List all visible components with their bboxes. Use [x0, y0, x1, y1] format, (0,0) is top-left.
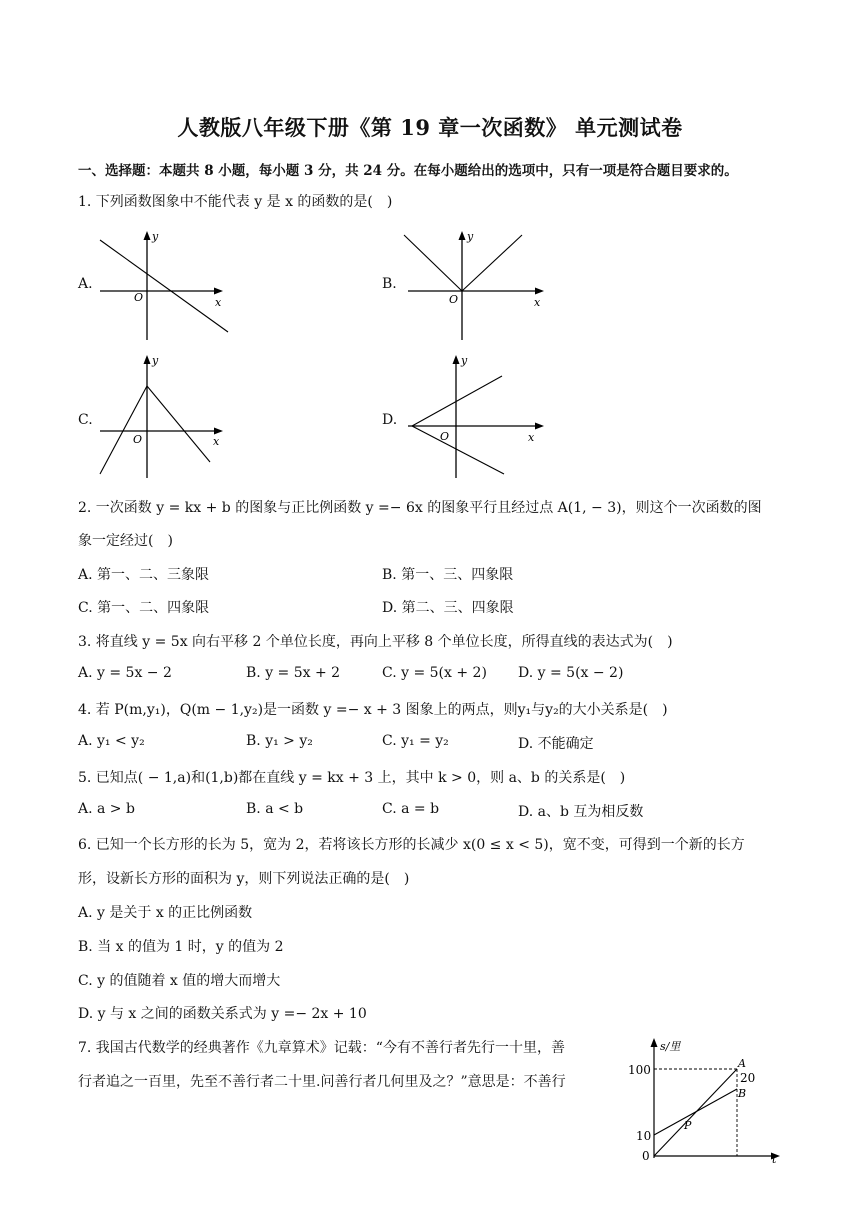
- q4-option-d[interactable]: D. 不能确定: [518, 736, 594, 752]
- q7-point-p-label: P: [684, 1119, 692, 1132]
- q1-option-c-label: C.: [78, 412, 93, 428]
- question-5-stem: 5. 已知点( − 1,a)和(1,b)都在直线 y = kx + 3 上，其中 k > 0，则 a、b 的关系是( ): [78, 770, 626, 786]
- q1b-x-label: x: [534, 296, 541, 309]
- question-3-stem: 3. 将直线 y = 5x 向右平移 2 个单位长度，再向上平移 8 个单位长度，所得直线的表达式为( ): [78, 634, 673, 650]
- q1a-x-label: x: [215, 296, 222, 309]
- q2-option-d[interactable]: D. 第二、三、四象限: [382, 600, 514, 616]
- q1d-y-label: y: [461, 354, 468, 367]
- question-7-stem-line2: 行者追之一百里，先至不善行者二十里.问善行者几何里及之？”意思是：不善行: [78, 1074, 566, 1090]
- q5-option-c[interactable]: C. a = b: [382, 801, 440, 817]
- question-2-stem-line1: 2. 一次函数 y = kx + b 的图象与正比例函数 y =− 6x 的图象平行且经过点 A(1, − 3)，则这个一次函数的图: [78, 500, 762, 516]
- q1b-y-label: y: [467, 230, 474, 243]
- q1a-origin-label: O: [134, 291, 144, 304]
- q1-option-a-label: A.: [78, 276, 93, 292]
- question-7-stem-line1: 7. 我国古代数学的经典著作《九章算术》记载：“今有不善行者先行一十里，善: [78, 1040, 565, 1056]
- q4-option-c[interactable]: C. y₁ = y₂: [382, 733, 449, 749]
- q1-graph-a: [95, 228, 235, 343]
- q1d-x-label: x: [528, 431, 535, 444]
- q7-x-axis-label: t: [772, 1153, 777, 1166]
- q2-option-c[interactable]: C. 第一、二、四象限: [78, 600, 210, 616]
- q7-point-b-label: B: [738, 1087, 747, 1100]
- section-heading: 一、选择题：本题共 8 小题，每小题 3 分，共 24 分。在每小题给出的选项中，只有一项是符合题目要求的。: [78, 163, 738, 179]
- question-1-stem: 1. 下列函数图象中不能代表 y 是 x 的函数的是( ): [78, 194, 393, 210]
- q7-y-axis-label: s/里: [660, 1040, 681, 1053]
- q7-gap-20-label: 20: [740, 1071, 756, 1085]
- q3-option-b[interactable]: B. y = 5x + 2: [246, 665, 341, 681]
- q1a-y-label: y: [152, 230, 159, 243]
- page-title: 人教版八年级下册《第 19 章一次函数》 单元测试卷: [177, 115, 683, 140]
- question-6-stem-line1: 6. 已知一个长方形的长为 5，宽为 2，若将该长方形的长减少 x(0 ≤ x < 5)，宽不变，可得到一个新的长方: [78, 837, 745, 853]
- q3-option-d[interactable]: D. y = 5(x − 2): [518, 665, 624, 681]
- question-4-stem: 4. 若 P(m,y₁)，Q(m − 1,y₂)是一函数 y =− x + 3 图象上的两点，则y₁与y₂的大小关系是( ): [78, 702, 668, 718]
- q1-option-b-label: B.: [382, 276, 397, 292]
- q6-option-b[interactable]: B. 当 x 的值为 1 时，y 的值为 2: [78, 939, 284, 955]
- q2-option-a[interactable]: A. 第一、二、三象限: [78, 567, 210, 583]
- q6-option-a[interactable]: A. y 是关于 x 的正比例函数: [78, 905, 253, 921]
- q7-tick-100: 100: [628, 1063, 651, 1077]
- q4-option-a[interactable]: A. y₁ < y₂: [78, 733, 145, 749]
- question-6-stem-line2: 形，设新长方形的面积为 y，则下列说法正确的是( ): [78, 871, 410, 887]
- q1c-y-label: y: [152, 354, 159, 367]
- q4-option-b[interactable]: B. y₁ > y₂: [246, 733, 313, 749]
- q7-point-a-label: A: [738, 1057, 746, 1070]
- q1-graph-b: [400, 228, 550, 343]
- question-2-stem-line2: 象一定经过( ): [78, 533, 173, 549]
- q5-option-d[interactable]: D. a、b 互为相反数: [518, 804, 644, 820]
- q2-option-b[interactable]: B. 第一、三、四象限: [382, 567, 514, 583]
- q7-tick-0: 0: [642, 1149, 650, 1163]
- q1-graph-c: [95, 352, 235, 480]
- q1-option-d-label: D.: [382, 412, 398, 428]
- q6-option-c[interactable]: C. y 的值随着 x 值的增大而增大: [78, 973, 281, 989]
- q5-option-b[interactable]: B. a < b: [246, 801, 304, 817]
- q1c-origin-label: O: [133, 433, 143, 446]
- q6-option-d[interactable]: D. y 与 x 之间的函数关系式为 y =− 2x + 10: [78, 1006, 367, 1022]
- q1d-origin-label: O: [440, 430, 450, 443]
- q3-option-c[interactable]: C. y = 5(x + 2): [382, 665, 487, 681]
- q3-option-a[interactable]: A. y = 5x − 2: [78, 665, 172, 681]
- q7-distance-time-graph: [624, 1036, 784, 1164]
- q5-option-a[interactable]: A. a > b: [78, 801, 135, 817]
- q1b-origin-label: O: [449, 293, 459, 306]
- q1c-x-label: x: [213, 435, 220, 448]
- q1-graph-d: [400, 352, 550, 480]
- q7-tick-10: 10: [636, 1129, 652, 1143]
